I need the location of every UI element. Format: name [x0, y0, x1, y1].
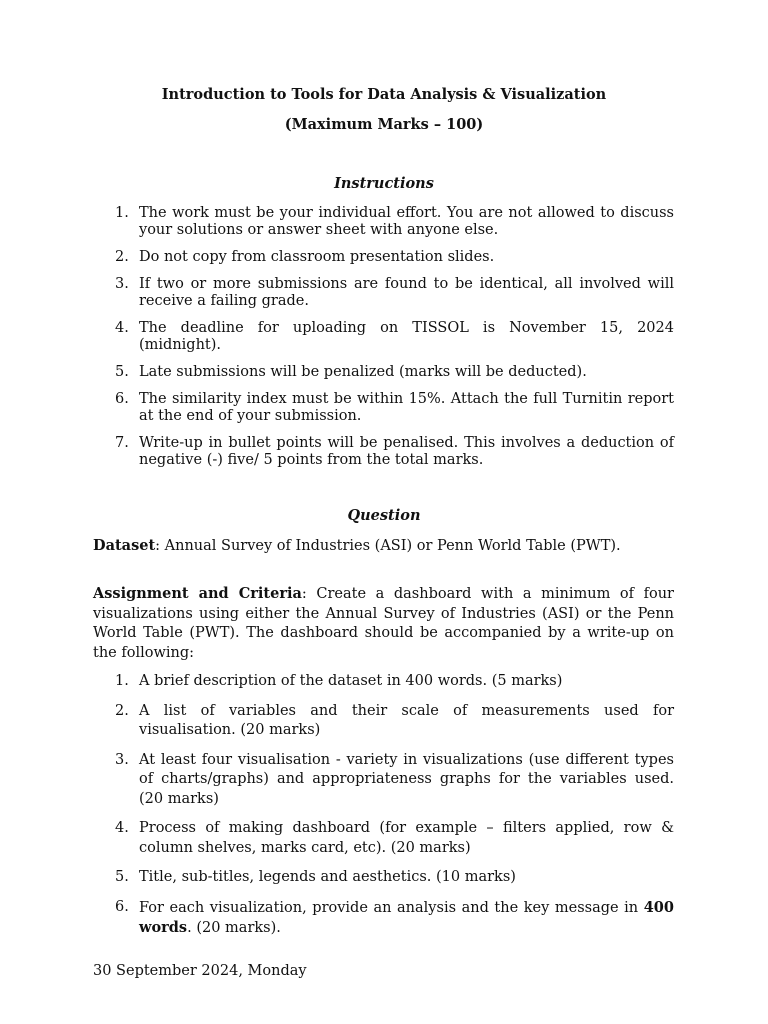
item-number: 1. — [115, 673, 129, 689]
item-text: At least four visualisation - variety in visualizations (use different types of charts/graphs) and appropriateness graphs for the variables used. (20 marks) — [139, 751, 674, 807]
item-text: The similarity index must be within 15%. Attach the full Turnitin report at the end of your submission. — [139, 391, 674, 424]
item-text: For each visualization, provide an analysis and the key message in — [139, 899, 639, 916]
item-text: Write-up in bullet points will be penalised. This involves a deduction of negative (-) five/ 5 points from the total marks. — [139, 435, 674, 468]
criteria-list — [93, 672, 674, 949]
item-text: Process of making dashboard (for example – filters applied, row & column shelves, marks card, etc). (20 marks) — [139, 820, 674, 856]
list-item — [93, 276, 674, 310]
item-number: 6. — [115, 898, 129, 915]
question-heading: Question — [347, 507, 421, 524]
dataset-text: : Annual Survey of Industries (ASI) or Penn World Table (PWT). — [155, 538, 621, 554]
dataset-paragraph — [93, 536, 674, 557]
item-number: 7. — [115, 435, 129, 451]
list-item — [93, 435, 674, 469]
item-text-after: . (20 marks). — [187, 920, 281, 936]
item-number: 4. — [115, 820, 129, 836]
list-item — [93, 364, 674, 381]
item-number: 3. — [115, 751, 129, 768]
document-title: Introduction to Tools for Data Analysis & Visualization — [161, 86, 607, 103]
list-item — [93, 320, 674, 354]
list-item — [93, 819, 674, 858]
item-number: 5. — [115, 869, 129, 885]
list-item — [93, 205, 674, 239]
item-number: 6. — [115, 391, 129, 407]
instructions-list — [93, 205, 674, 479]
criteria-text: : Create a dashboard with a minimum of four visualizations using either the Annual Survey of Industries (ASI) or the Penn World Table (PWT). The dashboard should be accompanied by a write-up on the following: — [93, 586, 674, 661]
item-number: 1. — [115, 205, 129, 221]
item-text: A list of variables and their scale of measurements used for visualisation. (20 marks) — [139, 702, 674, 738]
item-text: If two or more submissions are found to be identical, all involved will receive a failing grade. — [139, 276, 674, 309]
list-item — [93, 672, 674, 692]
list-item — [93, 868, 674, 888]
list-item — [93, 249, 674, 266]
item-number: 2. — [115, 249, 129, 265]
list-item — [93, 898, 674, 939]
item-number: 5. — [115, 364, 129, 380]
criteria-paragraph — [93, 584, 674, 663]
item-number: 2. — [115, 702, 129, 719]
list-item — [93, 391, 674, 425]
item-text: The work must be your individual effort. You are not allowed to discuss your solutions or answer sheet with anyone else. — [139, 205, 674, 238]
bold-text: 400 words — [139, 898, 674, 936]
list-item — [93, 702, 674, 741]
item-text: A brief description of the dataset in 400 words. (5 marks) — [139, 673, 563, 689]
document-date: 30 September 2024, Monday — [93, 963, 307, 979]
criteria-label: Assignment and Criteria — [93, 585, 302, 602]
item-text: Late submissions will be penalized (marks will be deducted). — [139, 364, 587, 380]
item-text: Do not copy from classroom presentation slides. — [139, 249, 495, 265]
item-text: The deadline for uploading on TISSOL is November 15, 2024 (midnight). — [139, 320, 674, 353]
dataset-label: Dataset — [93, 537, 156, 554]
document-subtitle: (Maximum Marks – 100) — [284, 116, 484, 133]
list-item — [93, 751, 674, 810]
item-number: 4. — [115, 320, 129, 336]
item-text: Title, sub-titles, legends and aesthetics. (10 marks) — [139, 869, 516, 885]
instructions-heading: Instructions — [334, 175, 434, 192]
item-number: 3. — [115, 276, 129, 292]
